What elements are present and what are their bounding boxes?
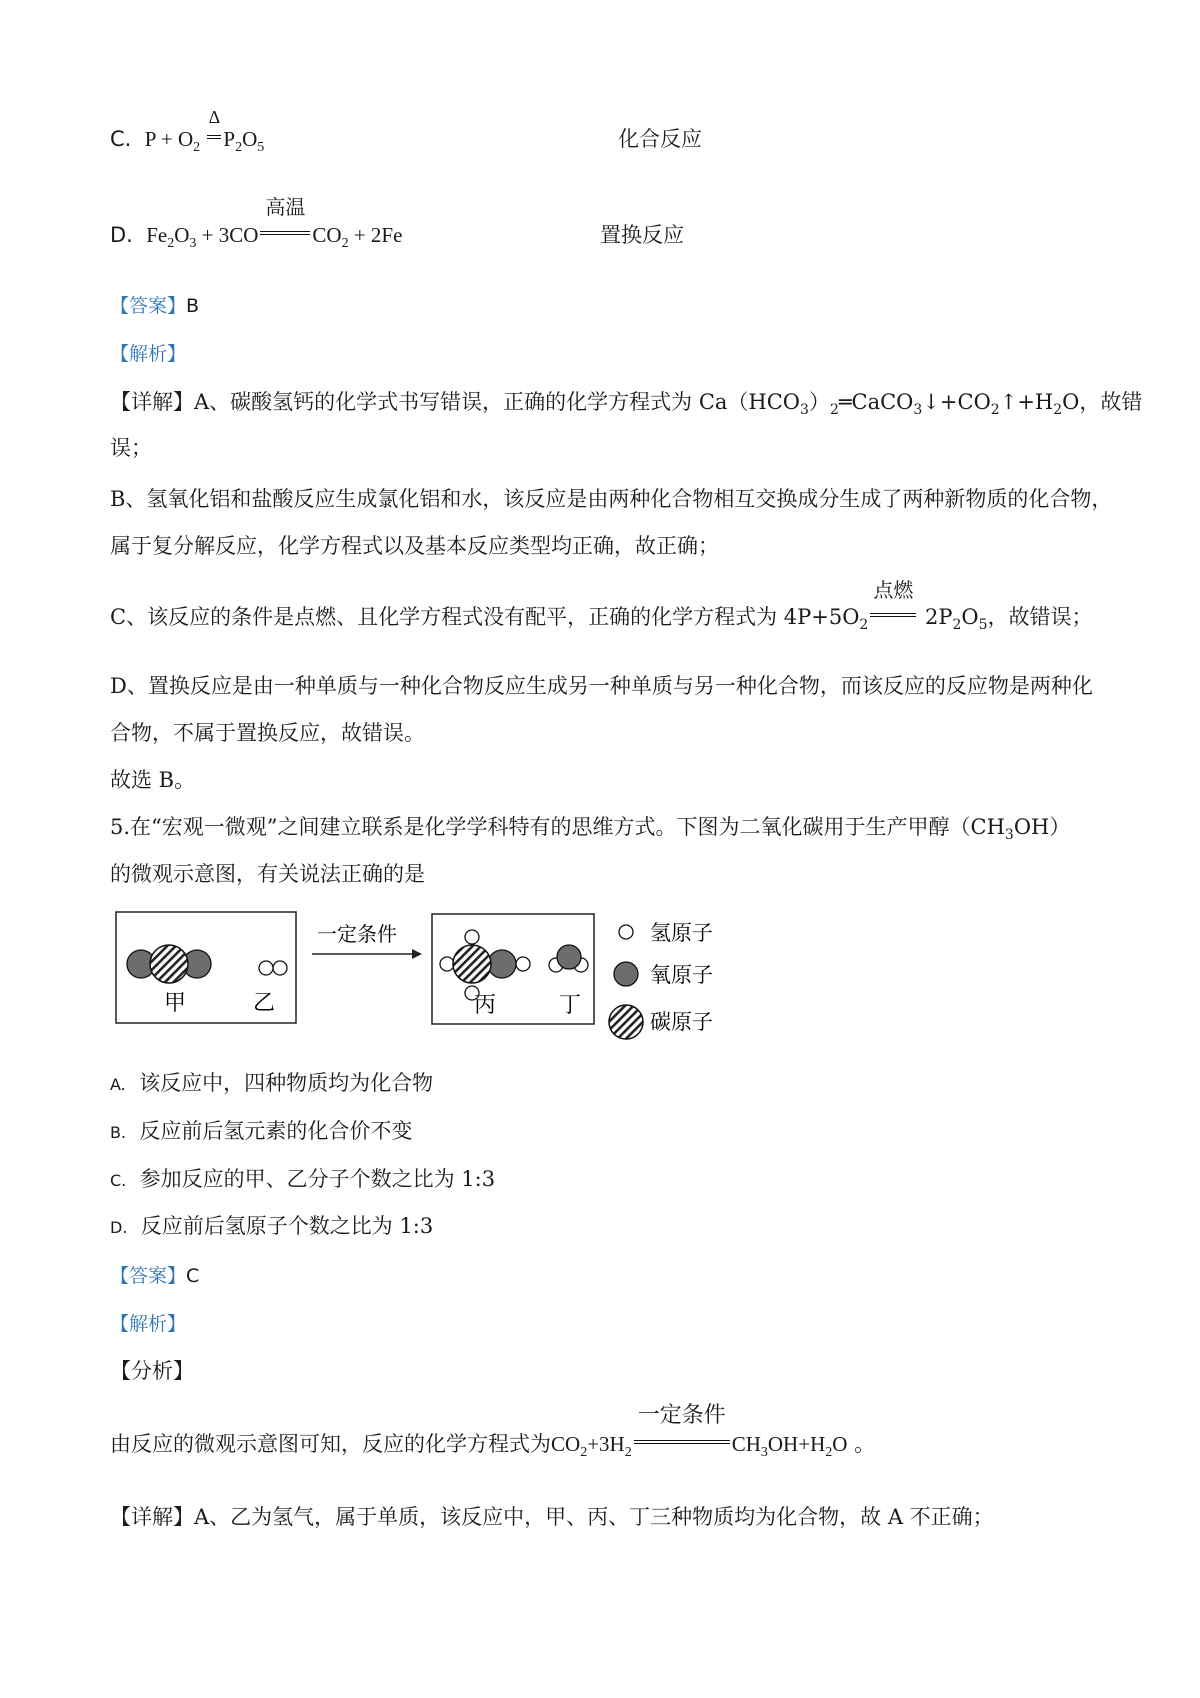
analysis-tag-1: 【解析】 [110, 343, 187, 365]
hydrogen-atom [273, 961, 287, 975]
legend-carbon-label: 碳原子 [650, 1010, 713, 1034]
answer-tag: 【答案】 [110, 295, 187, 317]
reaction-arrow: 高温 [258, 221, 312, 249]
carbon-atom [150, 945, 188, 983]
answer-value: C [186, 1265, 200, 1287]
legend-hydrogen-icon [619, 925, 633, 939]
legend-hydrogen-label: 氢原子 [650, 921, 713, 945]
detail-c-line: C、该反应的条件是点燃、且化学方程式没有配平，正确的化学方程式为 $4P+5O_2$ 点燃 $2P_2O_5$，故错误； [110, 578, 1093, 633]
reaction-arrow: Δ [205, 125, 223, 153]
hydrogen-atom [465, 930, 479, 944]
conclusion-1: 故选 B。 [110, 768, 196, 792]
q5-option-d: D. 反应前后氢原子个数之比为 1:3 [110, 1214, 434, 1238]
option-c-type: 化合反应 [618, 127, 702, 151]
detail-2-line: 【详解】A、乙为氢气，属于单质，该反应中，甲、丙、丁三种物质均为化合物，故 A 不正确； [110, 1505, 994, 1529]
option-c-label: C. [110, 127, 132, 151]
q5-option-c: C. 参加反应的甲、乙分子个数之比为 1:3 [110, 1167, 496, 1191]
option-d-equation: $Fe_2O_3 + 3CO$ 高温 $CO_2 + 2Fe$ [146, 197, 403, 251]
option-c-equation: $P + O_2$ Δ $P_2O_5$ [144, 107, 265, 155]
question-5-stem-1: 5.在“宏观一微观”之间建立联系是化学学科特有的思维方式。下图为二氧化碳用于生产甲醇$(CH_3OH)$ [110, 815, 1071, 843]
detail-a-line: 【详解】A、碳酸氢钙的化学式书写错误，正确的化学方程式为 $Ca(HCO_3)_2═CaCO_3↓+CO_2↑+H_2O$，故错 [110, 390, 1143, 418]
legend-oxygen-label: 氧原子 [650, 963, 713, 987]
answer-1 [110, 292, 199, 320]
reaction-arrow: 一定条件 [632, 1430, 732, 1458]
option-d [110, 197, 403, 251]
label-bing: 丙 [474, 993, 497, 1018]
oxygen-atom [488, 950, 516, 978]
molecular-diagram [110, 908, 760, 1058]
q5-option-a: A. 该反应中，四种物质均为化合物 [110, 1071, 434, 1095]
detail-b-line-1: B、氢氧化铝和盐酸反应生成氯化铝和水，该反应是由两种化合物相互交换成分生成了两种新物质的化合物， [110, 487, 1113, 511]
hydrogen-atom [516, 957, 530, 971]
reaction-arrow: 点燃 [868, 603, 918, 631]
legend-carbon-icon [609, 1005, 643, 1039]
detail-a-continuation: 误； [110, 436, 152, 460]
question-5-stem-2: 的微观示意图，有关说法正确的是 [110, 862, 425, 886]
q5-option-b: B. 反应前后氢元素的化合价不变 [110, 1119, 413, 1143]
option-d-label: D. [110, 223, 133, 247]
answer-2 [110, 1262, 199, 1290]
detail-d-line-2: 合物，不属于置换反应，故错误。 [110, 721, 425, 745]
carbon-atom [453, 945, 491, 983]
hydrogen-atom [440, 957, 454, 971]
hydrogen-atom [259, 961, 273, 975]
label-ding: 丁 [559, 993, 582, 1018]
legend-oxygen-icon [614, 962, 638, 986]
fenxi-tag: 【分析】 [110, 1359, 194, 1383]
label-yi: 乙 [253, 991, 276, 1016]
option-c [110, 107, 265, 155]
detail-d-line-1: D、置换反应是由一种单质与一种化合物反应生成另一种单质与另一种化合物，而该反应的反应物是两种化 [110, 674, 1093, 698]
arrow-label: 一定条件 [317, 922, 397, 946]
detail-b-line-2: 属于复分解反应，化学方程式以及基本反应类型均正确，故正确； [110, 534, 719, 558]
answer-tag: 【答案】 [110, 1265, 187, 1287]
arrow-head [412, 949, 422, 959]
fenxi-equation-line: 由反应的微观示意图可知，反应的化学方程式为$CO_2+3H_2$ 一定条件 $CH_3OH+H_2O$ 。 [110, 1402, 876, 1460]
option-d-type: 置换反应 [600, 223, 684, 247]
analysis-tag-2: 【解析】 [110, 1313, 187, 1335]
oxygen-atom [557, 945, 581, 969]
label-jia: 甲 [164, 991, 187, 1016]
answer-value: B [186, 295, 200, 317]
